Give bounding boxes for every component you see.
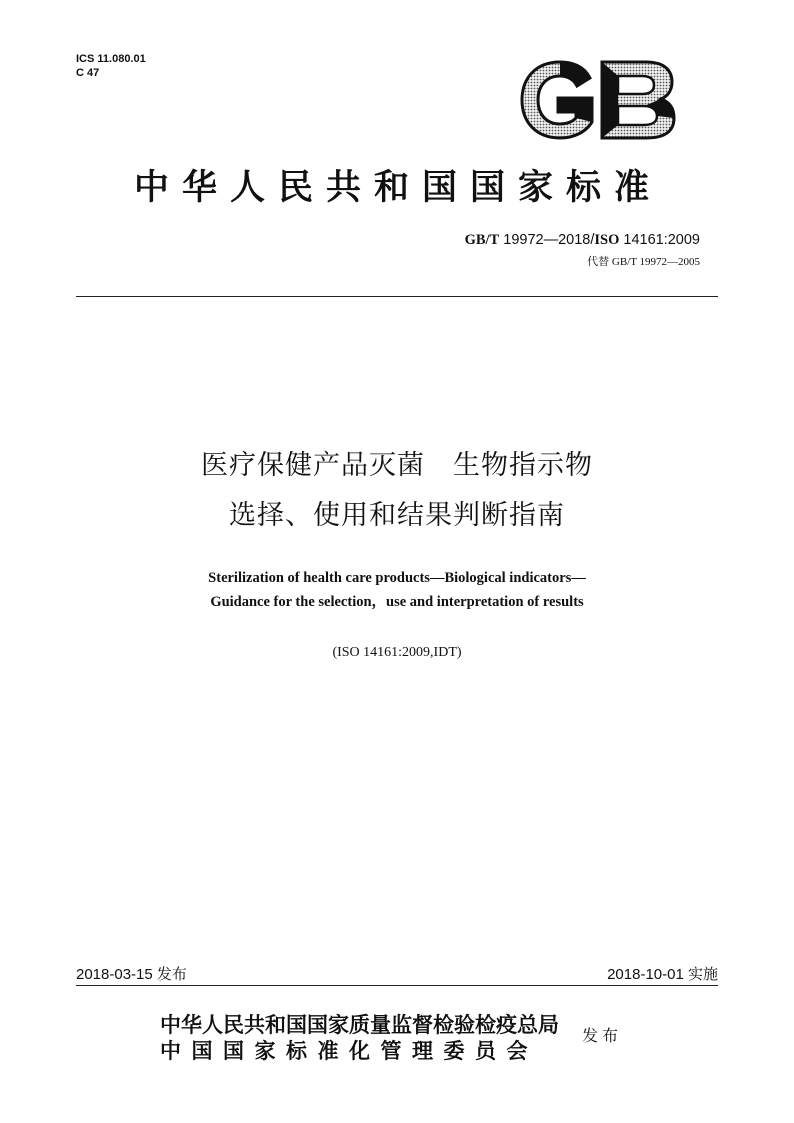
iso-prefix: ISO	[594, 232, 620, 248]
chinese-title-line-1: 医疗保健产品灭菌 生物指示物	[201, 450, 593, 480]
ccs-code: C 47	[76, 67, 100, 79]
english-title-line-1: Sterilization of health care products—Biological indicators—	[208, 570, 586, 586]
national-standard-title: 中华人民共和国国家标准	[133, 168, 662, 207]
logo-g-shape	[522, 62, 592, 138]
adoption-note: (ISO 14161:2009,IDT)	[332, 645, 462, 660]
chinese-title-line-2: 选择、使用和结果判断指南	[229, 500, 565, 530]
issuing-authorities	[160, 1012, 559, 1064]
english-title-line-2: Guidance for the selection，use and interpretation of results	[210, 594, 584, 610]
issuer-sac: 中国国家标准化管理委员会	[160, 1039, 538, 1063]
replaces-standard: 代替 GB/T 19972—2005	[587, 256, 700, 268]
issuer-aqsiq: 中华人民共和国国家质量监督检验检疫总局	[160, 1013, 559, 1037]
issue-label: 发布	[582, 1028, 623, 1045]
classification-codes	[76, 52, 146, 80]
gbt-prefix: GB/T	[464, 232, 500, 248]
gb-logo	[518, 60, 676, 140]
logo-b-shape	[602, 62, 674, 138]
ics-code: ICS 11.080.01	[76, 53, 146, 65]
iso-number: 14161:2009	[623, 232, 700, 248]
standard-number-main: 19972—2018/	[503, 232, 595, 248]
header-divider	[76, 296, 718, 297]
publish-date: 2018-03-15 发布	[76, 966, 187, 983]
footer-divider	[76, 985, 718, 986]
standard-number	[465, 232, 700, 249]
implement-date: 2018-10-01 实施	[607, 966, 718, 983]
